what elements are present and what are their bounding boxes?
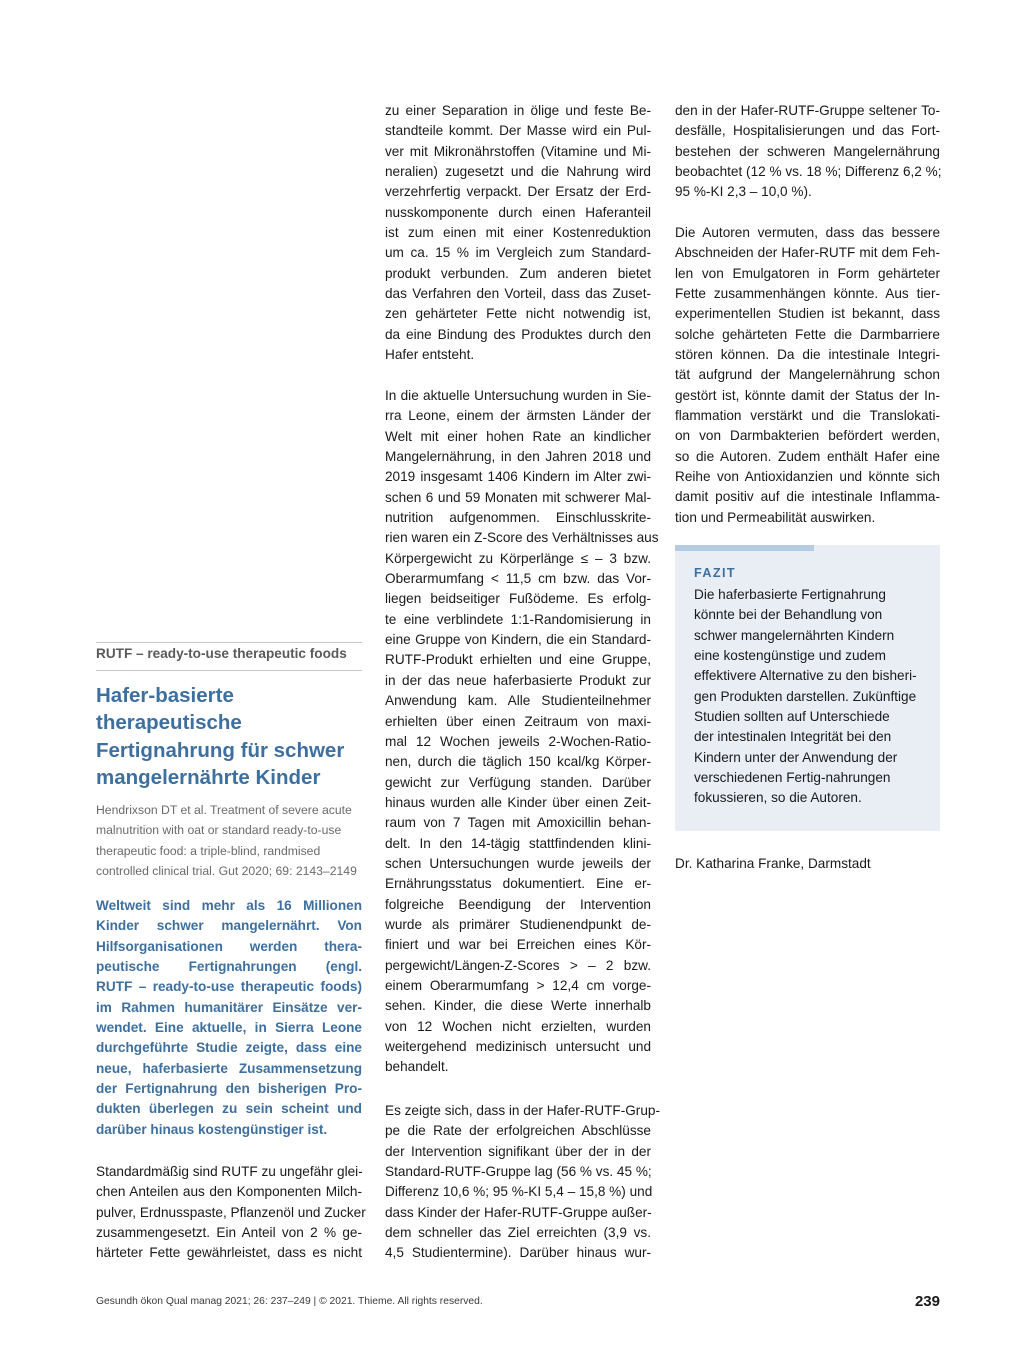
text-line: standteile kommt. Der Masse wird ein Pul- [385,123,651,139]
text-line: härteter Fette gewährleistet, dass es nicht [96,1245,362,1261]
citation [96,800,362,882]
text-line: den in der Hafer-RUTF-Gruppe seltener To- [675,103,940,118]
text-line: durchgeführte Studie zeigte, dass eine [96,1040,362,1056]
text-line: verschiedenen Fertig-nahrungen [694,770,891,786]
text-line: Mangelernährung, in den Jahren 2018 und [385,449,651,465]
text-line: damit positiv auf die intestinale Inflamma- [675,489,940,505]
text-line: neue, haferbasierte Zusammensetzung [96,1060,362,1076]
text-line: Reihe von Antioxidanzien und könnte sich [675,469,940,485]
text-line: eine Gruppe von Kindern, die ein Standard- [385,632,651,648]
text-line: produkt verbunden. Zum anderen bietet [385,265,651,281]
text-line: len von Emulgatoren in Form gehärteter [675,265,940,281]
text-line: um ca. 15 % im Vergleich zum Standard- [385,245,651,261]
text-line: ver mit Mikronährstoffen (Vitamine und Mi- [385,143,651,159]
fazit-box [675,545,940,831]
text-line: Fertignahrung für schwer [96,738,345,762]
text-line: Die Autoren vermuten, dass das bessere [675,225,940,240]
text-line: chen Anteilen aus den Komponenten Milch- [96,1184,362,1200]
rubric-top-rule [96,642,362,643]
text-line: zu einer Separation in ölige und feste Be- [385,103,651,118]
text-line: erhielten über einen Zeitraum von maxi- [385,713,651,729]
text-line: RUTF-Produkt erhielten und eine Gruppe, [385,652,651,668]
text-line: mangelernährte Kinder [96,766,321,790]
text-line: Differenz 10,6 %; 95 %-KI 5,4 – 15,8 %) und [385,1184,653,1200]
text-line: beobachtet (12 % vs. 18 %; Differenz 6,2 %; [675,164,942,180]
text-line: 4,5 Studientermine). Darüber hinaus wur- [385,1245,651,1261]
text-line: der Fertignahrung den bisherigen Pro- [96,1081,362,1097]
text-line: so die Autoren. Zudem enthält Hafer eine [675,448,940,464]
text-line: on von Darmbakterien befördert werden, [675,428,940,444]
text-line: rien waren ein Z-Score des Verhältnisses aus [385,530,659,546]
text-line: dass Kinder der Hafer-RUTF-Gruppe außer- [385,1204,652,1220]
text-line: mal 12 Wochen jeweils 2-Wochen-Ratio- [385,733,651,749]
text-line: experimentellen Studien ist bekannt, dass [675,306,940,322]
text-line: Körpergewicht zu Körperlänge ≤ – 3 bzw. [385,550,651,566]
text-line: Kindern unter der Anwendung der [694,749,898,765]
page-number: 239 [914,1293,940,1310]
text-line: controlled clinical trial. Gut 2020; 69: 2143–2149 [96,864,357,879]
text-line: hinaus wurden alle Kinder über einen Zeit- [385,794,651,810]
text-line: der intestinalen Integrität bei den [694,729,892,745]
text-line: folgreiche Beendigung der Intervention [385,896,651,912]
article-title [96,682,366,792]
text-line: flammation verstärkt und die Translokati- [675,408,940,424]
text-line: gestört ist, könnte damit der Status der In- [675,387,940,403]
text-line: schwer mangelernährten Kindern [694,627,895,643]
fazit-accent-bar [675,545,814,551]
text-line: effektivere Alternative zu den bisheri- [694,668,917,684]
text-line: Standard-RUTF-Gruppe lag (56 % vs. 45 %; [385,1164,652,1180]
author-signature: Dr. Katharina Franke, Darmstadt [675,856,871,871]
text-line: peutische Fertignahrungen (engl. [96,959,362,975]
text-line: der Intervention signifikant über der in der [385,1143,651,1159]
text-line: Hafer-basierte [96,684,234,707]
text-line: zusammengesetzt. Ein Anteil von 2 % ge- [96,1225,362,1241]
text-line: dukten überlegen zu sein scheint und [96,1101,362,1117]
text-line: therapeutic food: a triple-blind, randmised [96,843,321,858]
text-line: pergewicht/Längen-Z-Scores > – 2 bzw. [385,957,651,973]
text-line: dem schneller das Ziel erreichten (3,9 vs. [385,1225,651,1241]
text-line: desfälle, Hospitalisierungen und das Fort- [675,123,940,139]
rubric-label: RUTF – ready-to-use therapeutic foods [96,646,347,661]
text-line: In die aktuelle Untersuchung wurden in Sie- [385,388,651,403]
text-line: Weltweit sind mehr als 16 Millionen [96,898,362,913]
text-line: Welt mit einer hohen Rate an kindlicher [385,428,651,444]
text-line: nusskomponente durch einen Haferanteil [385,204,651,220]
text-line: gen Produkten darstellen. Zukünftige [694,688,917,704]
text-line: verzehrfertig verpackt. Der Ersatz der Erd- [385,184,651,200]
text-line: raum von 7 Tagen mit Amoxicillin behan- [385,815,651,831]
text-line: darüber hinaus kostengünstiger ist. [96,1121,328,1137]
text-line: in der das neue haferbasierte Produkt zur [385,672,651,688]
text-line: sehen. Kinder, die diese Werte innerhalb [385,998,651,1014]
text-line: rra Leone, einem der ärmsten Länder der [385,408,651,424]
text-line: schen 6 und 59 Monaten mit schwerer Mal- [385,489,651,505]
text-line: Hendrixson DT et al. Treatment of severe acute [96,803,352,817]
text-line: delt. In den 14-tägig stattfindenden klini- [385,835,651,851]
text-line: wurde als primärer Studienendpunkt de- [385,916,651,932]
text-line: wendet. Eine aktuelle, in Sierra Leone [96,1020,362,1036]
text-line: zen gehärteter Fette nicht notwendig ist, [385,306,651,322]
text-line: therapeutische [96,711,242,735]
body-paragraph-right-2 [675,223,940,528]
text-line: nen, durch die täglich 150 kcal/kg Körper- [385,754,651,770]
text-line: Ernährungsstatus dokumentiert. Eine er- [385,876,651,892]
body-paragraph-middle-2 [385,386,659,1078]
text-line: stören können. Da die intestinale Integri- [675,347,940,363]
text-line: malnutrition with oat or standard ready-to-use [96,823,342,838]
lead-paragraph [96,896,362,1140]
text-line: Hilfsorganisationen werden thera- [96,938,362,954]
text-line: da eine Bindung des Produktes durch den [385,326,651,342]
text-line: pulver, Erdnusspaste, Pflanzenöl und Zucker [96,1204,366,1220]
text-line: Hafer entsteht. [385,347,475,363]
text-line: liegen beidseitiger Fußödeme. Es erfolg- [385,591,651,607]
fazit-text [694,585,934,809]
text-line: Oberarmumfang < 11,5 cm bzw. das Vor- [385,571,651,587]
text-line: 2019 insgesamt 1406 Kindern im Alter zwi- [385,469,651,485]
text-line: pe die Rate der erfolgreichen Abschlüsse [385,1123,651,1139]
text-line: schen Untersuchungen wurde jeweils der [385,855,651,871]
text-line: Anwendung kam. Alle Studienteilnehmer [385,693,651,709]
rubric-bottom-rule [96,670,362,671]
text-line: fokussieren, so die Autoren. [694,790,862,806]
text-line: tät aufgrund der Mangelernährung schon [675,367,940,383]
text-line: 95 %-KI 2,3 – 10,0 %). [675,184,812,200]
text-line: eine kostengünstige und zudem [694,648,886,664]
body-paragraph-right-1 [675,101,940,203]
body-paragraph-left [96,1162,366,1264]
text-line: finiert und war bei Erreichen eines Kör- [385,937,651,953]
text-line: Standardmäßig sind RUTF zu ungefähr glei- [96,1164,363,1179]
text-line: könnte bei der Behandlung von [694,607,883,623]
text-line: bestehen der schweren Mangelernährung [675,143,940,159]
text-line: RUTF – ready-to-use therapeutic foods) [96,979,362,995]
text-line: ist zum einen mit einer Kostenreduktion [385,225,651,241]
text-line: Abschneiden der Hafer-RUTF mit dem Feh- [675,245,940,261]
fazit-heading: FAZIT [694,566,736,580]
text-line: behandelt. [385,1059,449,1075]
footer-journal-citation: Gesundh ökon Qual manag 2021; 26: 237–249 | © 2021. Thieme. All rights reserved. [96,1296,483,1307]
text-line: einem Oberarmumfang > 12,4 cm vorge- [385,977,651,993]
text-line: gewicht zur Verfügung standen. Darüber [385,774,651,790]
body-paragraph-middle-3 [385,1101,660,1264]
text-line: Studien sollten auf Unterschiede [694,709,890,725]
text-line: von 12 Wochen nicht erzielten, wurden [385,1018,651,1034]
text-line: solche gehärteten Fette die Darmbarriere [675,326,940,342]
text-line: Die haferbasierte Fertignahrung [694,587,886,602]
text-line: nutrition aufgenommen. Einschlusskrite- [385,510,651,526]
text-line: Es zeigte sich, dass in der Hafer-RUTF-Grup- [385,1103,660,1118]
text-line: te eine verblindete 1:1-Randomisierung in [385,611,651,627]
text-line: Kinder schwer mangelernährt. Von [96,918,362,934]
text-line: neralien) zugesetzt und die Nahrung wird [385,164,651,180]
text-line: tion und Permeabilität auswirken. [675,509,876,525]
text-line: weitergehend medizinisch untersucht und [385,1039,651,1054]
text-line: im Rahmen humanitärer Einsätze ver- [96,999,362,1015]
text-line: Fette zusammenhängen könnte. Aus tier- [675,286,940,302]
body-paragraph-middle-1 [385,101,651,365]
text-line: das Verfahren den Vorteil, dass das Zuset- [385,286,651,302]
